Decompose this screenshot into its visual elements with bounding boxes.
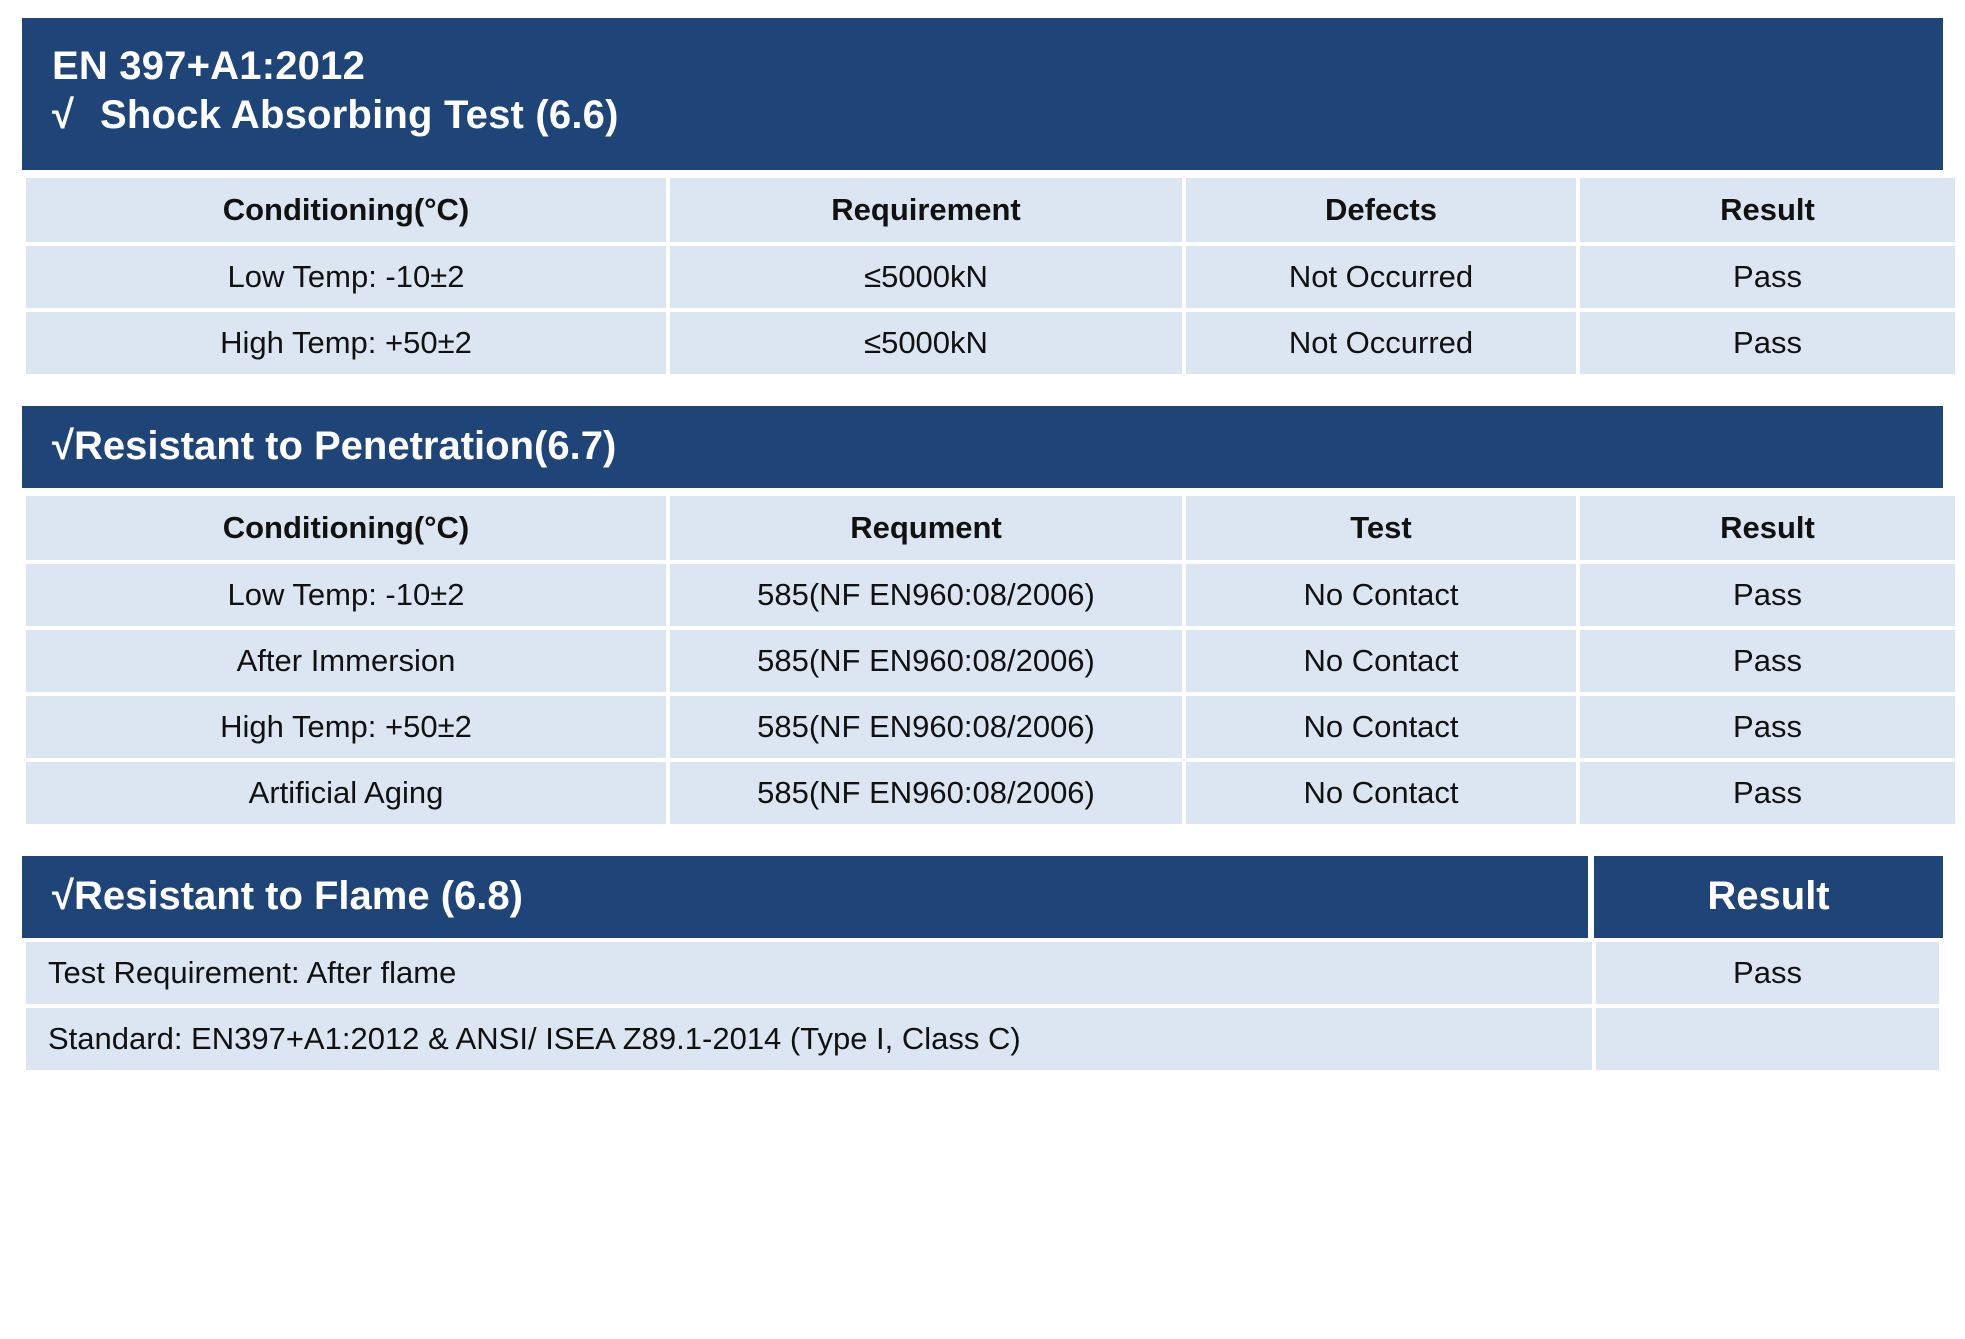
column-header-defects: Defects [1186,178,1576,242]
spacer [22,378,1943,406]
penetration-section-title: Resistant to Penetration(6.7) [73,423,617,468]
standard-title: EN 397+A1:2012 [52,44,366,88]
spacer [22,828,1943,850]
cell-test: No Contact [1186,696,1576,758]
table-row [26,942,1939,1004]
cell-requment: 585(NF EN960:08/2006) [670,564,1182,626]
flame-result-header: Result [1594,856,1943,938]
cell-requirement: ≤5000kN [670,312,1182,374]
cell-conditioning: High Temp: +50±2 [26,312,666,374]
cell-test-requirement: Test Requirement: After flame [26,942,1592,1004]
cell-result: Pass [1580,246,1955,308]
cell-result: Pass [1580,312,1955,374]
table-row [26,564,1955,626]
shock-absorbing-table [22,174,1959,378]
table-row [26,762,1955,824]
flame-table [22,938,1943,1074]
flame-section-header [22,856,1943,938]
table-header-row [26,496,1955,560]
penetration-table [22,492,1959,828]
cell-result: Pass [1580,630,1955,692]
cell-defects: Not Occurred [1186,246,1576,308]
checkmark-icon: √ [52,423,74,468]
column-header-result: Result [1580,496,1955,560]
checkmark-icon: √ [52,92,75,137]
cell-result: Pass [1580,564,1955,626]
table-row [26,696,1955,758]
checkmark-icon: √ [52,873,74,918]
flame-section-title: Resistant to Flame (6.8) [73,873,523,918]
cell-conditioning: After Immersion [26,630,666,692]
cell-conditioning: Artificial Aging [26,762,666,824]
cell-result: Pass [1596,942,1939,1004]
cell-standard: Standard: EN397+A1:2012 & ANSI/ ISEA Z89.1-2014 (Type I, Class C) [26,1008,1592,1070]
shock-section-title: Shock Absorbing Test (6.6) [100,92,619,137]
cell-requirement: ≤5000kN [670,246,1182,308]
cell-result-empty [1596,1008,1939,1070]
cell-defects: Not Occurred [1186,312,1576,374]
table-header-row [26,178,1955,242]
cell-conditioning: Low Temp: -10±2 [26,564,666,626]
cell-requment: 585(NF EN960:08/2006) [670,696,1182,758]
cell-requment: 585(NF EN960:08/2006) [670,630,1182,692]
cell-conditioning: High Temp: +50±2 [26,696,666,758]
table-row [26,630,1955,692]
cell-test: No Contact [1186,564,1576,626]
flame-section-title-block [22,856,1588,938]
cell-conditioning: Low Temp: -10±2 [26,246,666,308]
cell-result: Pass [1580,696,1955,758]
column-header-result: Result [1580,178,1955,242]
cell-test: No Contact [1186,762,1576,824]
cell-test: No Contact [1186,630,1576,692]
table-row [26,246,1955,308]
shock-section-title-line [52,91,1913,140]
shock-section-header [22,18,1943,170]
penetration-section-header [22,406,1943,488]
cell-requment: 585(NF EN960:08/2006) [670,762,1182,824]
table-row [26,1008,1939,1070]
column-header-conditioning: Conditioning(°C) [26,178,666,242]
cell-result: Pass [1580,762,1955,824]
column-header-requment: Requment [670,496,1182,560]
column-header-requirement: Requirement [670,178,1182,242]
column-header-test: Test [1186,496,1576,560]
column-header-conditioning: Conditioning(°C) [26,496,666,560]
table-row [26,312,1955,374]
